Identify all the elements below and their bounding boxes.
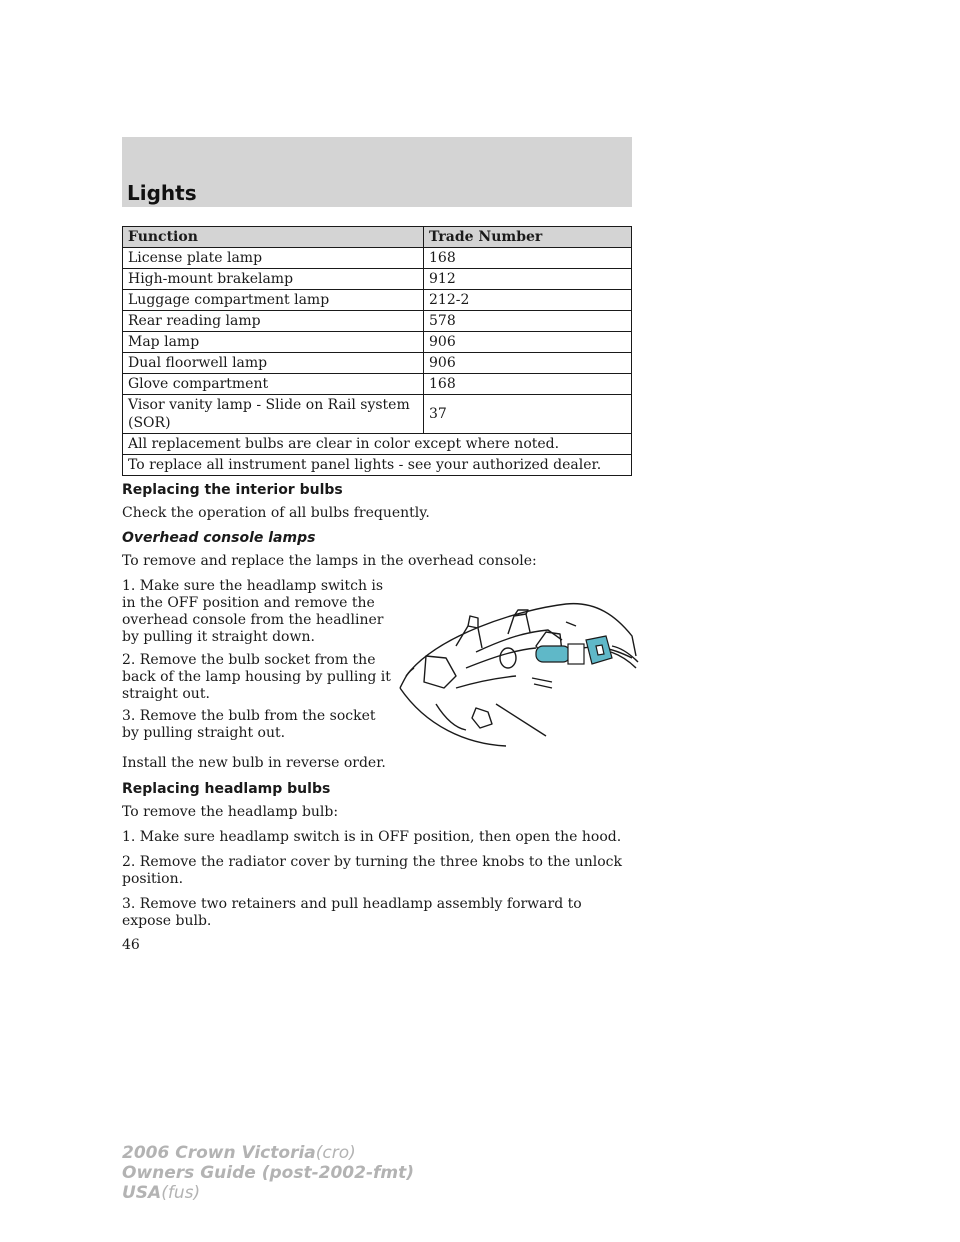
table-note-row [123,455,632,476]
footer-market: USA [122,1183,162,1203]
table-note: To replace all instrument panel lights - see your authorized dealer. [123,455,632,476]
table-cell-trade: 168 [424,248,632,269]
table-cell-function: Dual floorwell lamp [123,353,424,374]
headlamp-step-2: 2. Remove the radiator cover by turning the three knobs to the unlock position. [122,854,622,887]
overhead-subheading: Overhead console lamps [122,530,316,546]
bulb-table [122,226,632,476]
overhead-lead: To remove and replace the lamps in the overhead console: [122,553,537,569]
table-cell-function: High-mount brakelamp [123,269,424,290]
interior-intro: Check the operation of all bulbs frequently. [122,505,430,521]
footer-line-3 [122,1183,414,1203]
headlamp-step-3: 3. Remove two retainers and pull headlamp assembly forward to expose bulb. [122,896,582,929]
interior-heading: Replacing the interior bulbs [122,482,343,498]
section-title: Lights [127,181,197,205]
table-note: All replacement bulbs are clear in color except where noted. [123,434,632,455]
table-cell-function: License plate lamp [123,248,424,269]
table-row [123,248,632,269]
table-row [123,311,632,332]
overhead-step-3: 3. Remove the bulb from the socket by pulling straight out. [122,708,376,741]
footer-model-code: (cro) [315,1143,356,1163]
headlamp-lead: To remove the headlamp bulb: [122,804,339,820]
table-cell-function: Luggage compartment lamp [123,290,424,311]
table-header-trade: Trade Number [424,227,632,248]
footer-line-1 [122,1143,414,1163]
table-cell-function [123,395,424,434]
overhead-step-2: 2. Remove the bulb socket from the back of the lamp housing by pulling it straight out. [122,652,391,702]
table-header-row [123,227,632,248]
footer-market-code: (fus) [161,1183,201,1203]
table-cell-trade: 212-2 [424,290,632,311]
overhead-console-illustration [396,596,642,748]
footer-line-2: Owners Guide (post-2002-fmt) [122,1163,415,1183]
table-cell-trade: 168 [424,374,632,395]
table-row [123,332,632,353]
table-cell-function: Map lamp [123,332,424,353]
visor-function-line1: Visor vanity lamp - Slide on Rail system [128,397,410,413]
table-header-function: Function [123,227,424,248]
table-row [123,353,632,374]
table-cell-function: Rear reading lamp [123,311,424,332]
visor-function-line2: (SOR) [128,415,171,431]
overhead-step-1: 1. Make sure the headlamp switch is in the OFF position and remove the overhead console from the headliner by pulling it straight down. [122,578,384,645]
headlamp-heading: Replacing headlamp bulbs [122,781,331,797]
footer-model: 2006 Crown Victoria [122,1143,316,1163]
table-cell-trade: 906 [424,353,632,374]
table-cell-trade: 912 [424,269,632,290]
table-row [123,269,632,290]
document-footer [122,1143,414,1203]
table-cell-trade: 37 [424,395,632,434]
table-note-row [123,434,632,455]
page-number: 46 [122,937,140,953]
table-cell-function: Glove compartment [123,374,424,395]
table-row [123,374,632,395]
table-cell-trade: 906 [424,332,632,353]
section-header [122,137,632,207]
headlamp-step-1: 1. Make sure headlamp switch is in OFF position, then open the hood. [122,829,622,845]
table-row-visor [123,395,632,434]
table-cell-trade: 578 [424,311,632,332]
table-row [123,290,632,311]
overhead-closing: Install the new bulb in reverse order. [122,755,386,771]
